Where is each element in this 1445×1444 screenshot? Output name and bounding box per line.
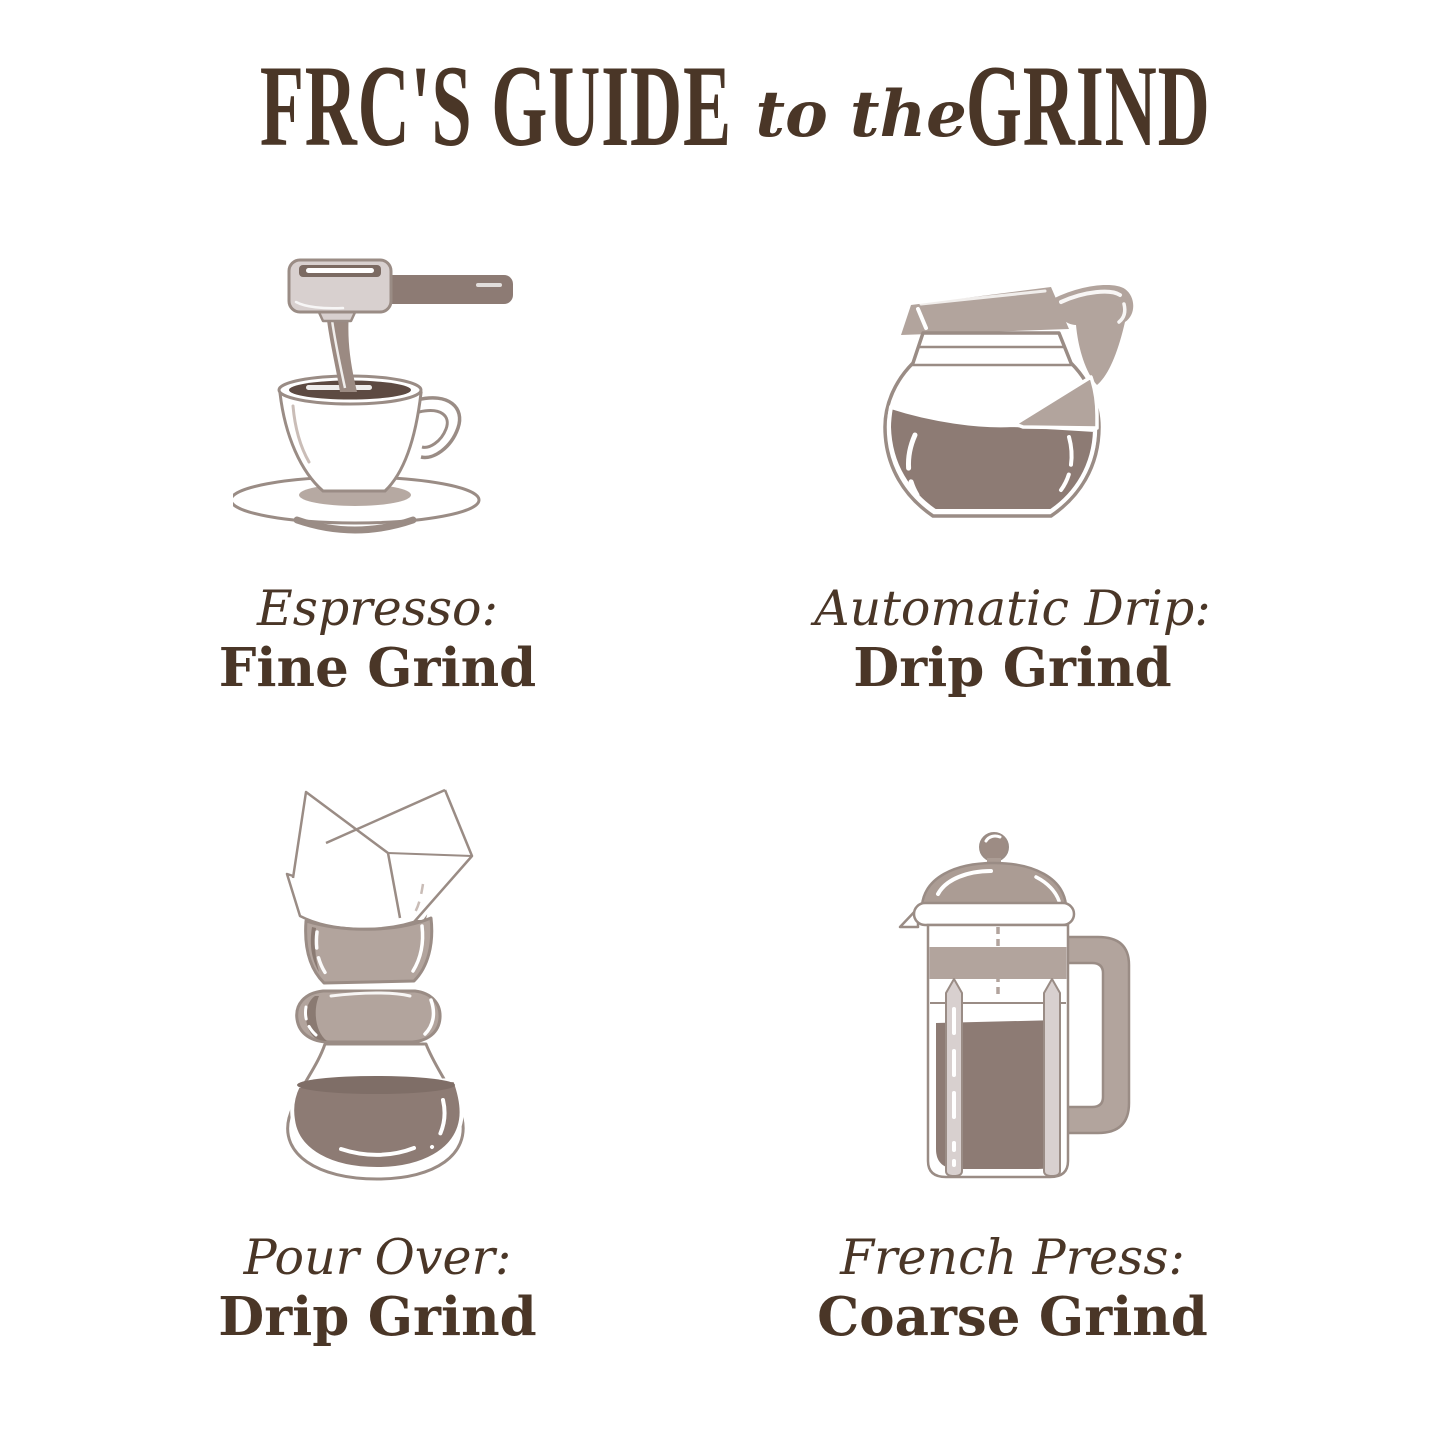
grind-label-espresso: Fine Grind [218, 636, 537, 699]
title-part1: FRC'S GUIDE [259, 42, 732, 172]
espresso-labels [219, 545, 536, 741]
method-label-french-press: French Press: [840, 1229, 1185, 1286]
method-label-espresso: Espresso: [256, 580, 498, 637]
grind-label-automatic-drip: Drip Grind [853, 636, 1172, 699]
grind-label-pour-over: Drip Grind [218, 1285, 537, 1348]
automatic-drip-labels [814, 545, 1210, 741]
cell-french-press [695, 741, 1330, 1348]
grind-label-french-press: Coarse Grind [817, 1285, 1208, 1348]
title-part2: GRIND [965, 42, 1211, 172]
cell-automatic-drip [695, 210, 1330, 741]
title-script: to the [755, 76, 967, 152]
method-label-pour-over: Pour Over: [243, 1229, 512, 1286]
poster-title [0, 42, 1445, 172]
pour-over-chemex-icon [273, 786, 483, 1186]
method-label-automatic-drip: Automatic Drip: [814, 580, 1211, 637]
espresso-figure [233, 210, 523, 545]
espresso-portafilter-cup-icon [233, 250, 523, 545]
method-grid [60, 210, 1330, 1348]
cell-pour-over [60, 741, 695, 1348]
pour-over-labels [218, 1186, 536, 1348]
coffee-carafe-icon [873, 275, 1153, 545]
automatic-drip-figure [873, 210, 1153, 545]
cell-espresso [60, 210, 695, 741]
french-press-labels [817, 1186, 1208, 1348]
pour-over-figure [273, 741, 483, 1186]
french-press-icon [888, 831, 1138, 1186]
french-press-figure [888, 741, 1138, 1186]
